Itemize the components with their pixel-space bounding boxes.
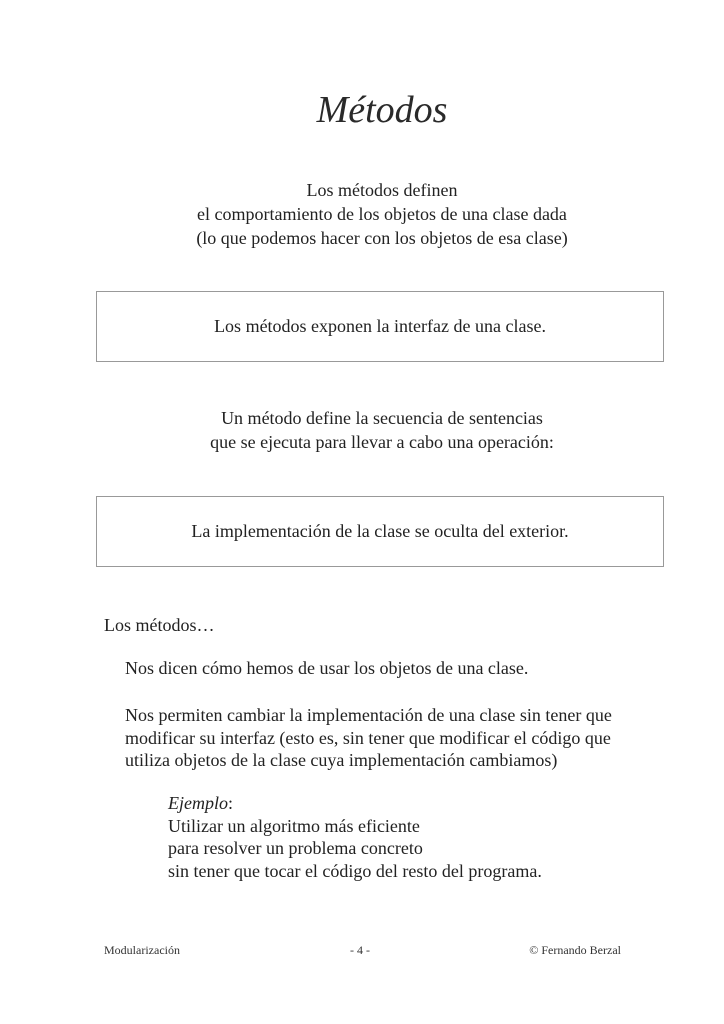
footer-left: Modularización (104, 943, 180, 957)
intro-paragraph (0, 178, 724, 250)
point-change-implementation (125, 704, 612, 772)
point-usage: Nos dicen cómo hemos de usar los objetos de una clase. (125, 658, 529, 678)
intro-line: (lo que podemos hacer con los objetos de esa clase) (196, 228, 568, 248)
example-colon: : (228, 793, 234, 813)
list-heading: Los métodos… (104, 615, 215, 635)
intro-line: el comportamiento de los objetos de una clase dada (197, 204, 567, 224)
point-line: utiliza objetos de la clase cuya implementación cambiamos) (125, 750, 558, 770)
interface-box (96, 291, 664, 362)
example-label: Ejemplo (168, 793, 228, 813)
definition-line: que se ejecuta para llevar a cabo una operación: (210, 432, 554, 452)
example-block (168, 792, 542, 882)
example-line: sin tener que tocar el código del resto del programa. (168, 860, 542, 881)
point-line: modificar su interfaz (esto es, sin tener que modificar el código que (125, 727, 611, 748)
example-line: para resolver un problema concreto (168, 838, 423, 858)
point-line: Nos permiten cambiar la implementación de una clase sin tener que (125, 705, 612, 725)
implementation-box (96, 496, 664, 567)
example-line: Utilizar un algoritmo más eficiente (168, 815, 420, 836)
page-title: Métodos (316, 89, 448, 131)
implementation-box-text: La implementación de la clase se oculta del exterior. (191, 521, 569, 541)
intro-line: Los métodos definen (306, 180, 458, 200)
definition-line: Un método define la secuencia de sentencias (221, 408, 543, 428)
footer-right: © Fernando Berzal (529, 943, 621, 957)
method-definition-paragraph (0, 406, 724, 454)
page-number: - 4 - (350, 943, 370, 957)
interface-box-text: Los métodos exponen la interfaz de una clase. (214, 316, 546, 336)
